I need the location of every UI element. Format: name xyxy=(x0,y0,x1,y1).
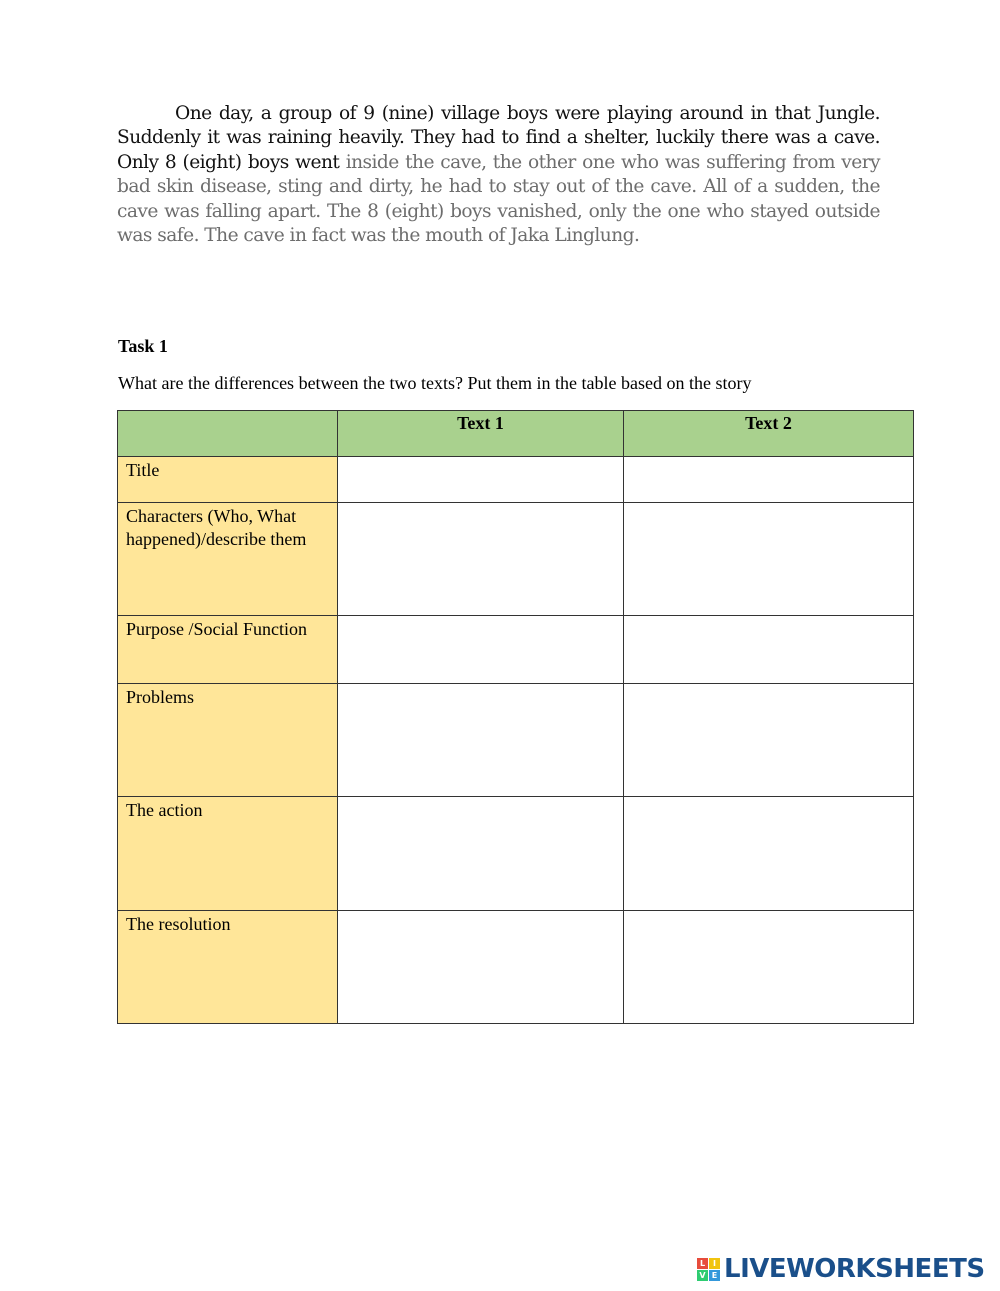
header-text-2: Text 2 xyxy=(624,411,914,457)
table-row xyxy=(118,457,914,503)
logo-text: LIVEWORKSHEETS xyxy=(724,1254,985,1284)
row-label-problems: Problems xyxy=(118,684,338,797)
task-instruction: What are the differences between the two texts? Put them in the table based on the story xyxy=(118,373,752,393)
logo-mark-square: V xyxy=(697,1270,708,1281)
logo-mark-square: I xyxy=(709,1258,720,1269)
liveworksheets-logo xyxy=(697,1253,985,1285)
header-empty-cell xyxy=(118,411,338,457)
row-label-resolution: The resolution xyxy=(118,911,338,1024)
answer-cell-text1[interactable] xyxy=(338,911,624,1024)
story-text-dark: One day, a group of 9 (nine) village boys were playing around in that Jungle. Suddenly it was raining heavily. They had to find a shelter, luckily there was a cave. Only 8 (eight) boys went xyxy=(117,103,880,173)
answer-cell-text1[interactable] xyxy=(338,503,624,616)
answer-cell-text2[interactable] xyxy=(624,616,914,684)
answer-cell-text2[interactable] xyxy=(624,503,914,616)
answer-cell-text2[interactable] xyxy=(624,911,914,1024)
answer-cell-text2[interactable] xyxy=(624,684,914,797)
logo-mark-icon xyxy=(697,1258,720,1281)
row-label-title: Title xyxy=(118,457,338,503)
row-label-action: The action xyxy=(118,797,338,911)
table-row xyxy=(118,797,914,911)
differences-table xyxy=(117,410,914,1024)
table-row xyxy=(118,616,914,684)
logo-mark-square: E xyxy=(709,1270,720,1281)
story-paragraph xyxy=(117,102,880,248)
answer-cell-text1[interactable] xyxy=(338,797,624,911)
story-text-faded: inside the cave, the other one who was suffering from very bad skin disease, sting and dirty, he had to stay out of the cave. All of a sudden, the cave was falling apart. The 8 (eight) boys vanished, only the one who stayed outside was safe. The cave in fact was the mouth of Jaka Linglung. xyxy=(117,151,881,247)
task-title: Task 1 xyxy=(118,336,168,356)
logo-mark-square: L xyxy=(697,1258,708,1269)
answer-cell-text1[interactable] xyxy=(338,616,624,684)
table-row xyxy=(118,911,914,1024)
table-row xyxy=(118,503,914,616)
answer-cell-text1[interactable] xyxy=(338,684,624,797)
row-label-characters: Characters (Who, What happened)/describe them xyxy=(118,503,338,616)
header-text-1: Text 1 xyxy=(338,411,624,457)
answer-cell-text2[interactable] xyxy=(624,797,914,911)
row-label-purpose: Purpose /Social Function xyxy=(118,616,338,684)
table-row xyxy=(118,684,914,797)
table-header-row xyxy=(118,411,914,457)
answer-cell-text2[interactable] xyxy=(624,457,914,503)
answer-cell-text1[interactable] xyxy=(338,457,624,503)
